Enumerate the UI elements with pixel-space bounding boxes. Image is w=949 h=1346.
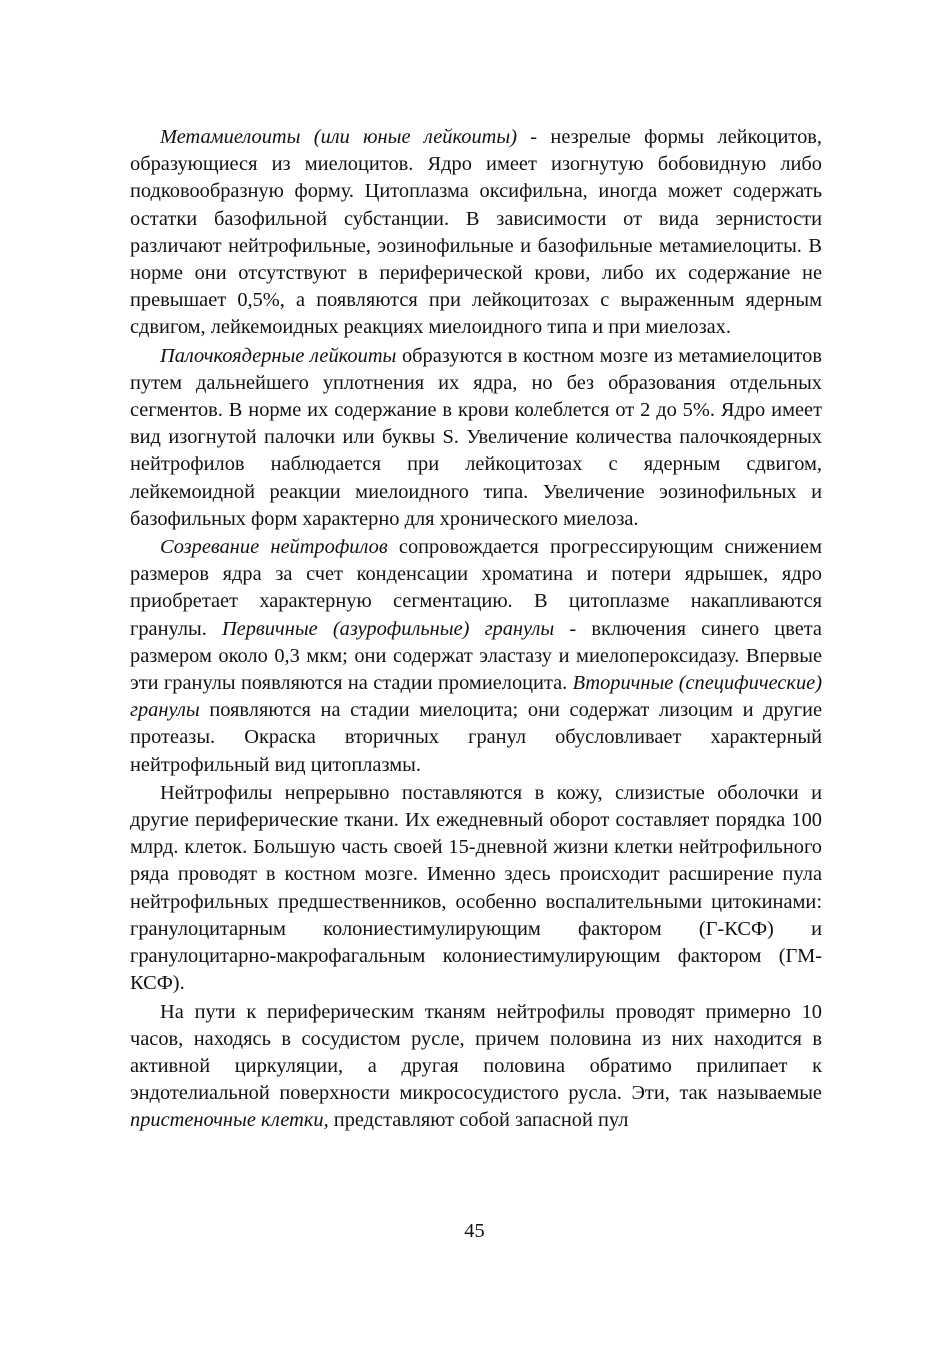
paragraph-text: - незрелые формы лейкоцитов, образующиеся из миелоцитов. Ядро имеет изогнутую бобовидную либо подковообразную форму. Цитоплазма оксифильна, иногда может содержать остатки базофильной субстанции. В зависимости от вида зернистости различают нейтрофильные, эозинофильные и базофильные метамиелоциты. В норме они отсутствуют в периферической крови, либо их содержание не превышает 0,5%, а появляются при лейкоцитозах с выраженным ядерным сдвигом, лейкемоидных реакциях миелоидного типа и при миелозах. bbox=[130, 126, 822, 339]
term-metamyelocytes: Метамиелоиты (или юные лейкоиты) bbox=[160, 126, 517, 148]
paragraph-neutrophil-maturation bbox=[130, 534, 822, 779]
paragraph-text: образуются в костном мозге из метамиелоцитов путем дальнейшего уплотнения их ядра, но без образования отдельных сегментов. В норме их содержание в крови колеблется от 2 до 5%. Ядро имеет вид изогнутой палочки или буквы S. Увеличение количества палочкоядерных нейтрофилов наблюдается при лейкоцитозах с ядерным сдвигом, лейкемоидной реакции миелоидного типа. Увеличение эозинофильных и базофильных форм характерно для хронического миелоза. bbox=[130, 344, 822, 530]
paragraph-text: сопровождается прогрессирующим снижением размеров ядра за счет конденсации хроматина и потери ядрышек, ядро приобретает характерную сегментацию. В цитоплазме накапливаются гранулы. bbox=[130, 536, 823, 640]
term-marginal-cells: пристеночные клетки, bbox=[130, 1109, 329, 1132]
term-band-leukocytes: Палочкоядерные лейкоиты bbox=[160, 344, 397, 367]
paragraph-text: появляются на стадии миелоцита; они содержат лизоцим и другие протеазы. Окраска вторичных гранул обусловливает характерный нейтрофильный вид цитоплазмы. bbox=[130, 699, 822, 776]
paragraph-text: Нейтрофилы непрерывно поставляются в кожу, слизистые оболочки и другие периферические ткани. Их ежедневный оборот составляет порядка 100 млрд. клеток. Большую часть своей 15-дневной жизни клетки нейтрофильного ряда проводят в костном мозге. Именно здесь происходит расширение пула нейтрофильных предшественников, особенно воспалительными цитокинами: гранулоцитарным колониестимулирующим фактором (Г-КСФ) и гранулоцитарно-макрофагальным колониестимулирующим фактором (ГМ-КСФ). bbox=[130, 781, 822, 995]
page-body bbox=[130, 124, 822, 1135]
paragraph-text: На пути к периферическим тканям нейтрофилы проводят примерно 10 часов, находясь в сосудистом русле, причем половина из них находится в активной циркуляции, а другая половина обратимо прилипает к эндотелиальной поверхности микрососудистого русла. Эти, так называемые bbox=[130, 1000, 822, 1105]
paragraph-text: - включения синего цвета размером около 0,3 мкм; они содержат эластазу и миелопероксидазу. Впервые эти гранулы появляются на стадии промиелоцита. bbox=[130, 617, 822, 695]
term-primary-granules: Первичные (азурофильные) гранулы bbox=[221, 617, 555, 640]
term-secondary-granules: Вторичные (специфические) гранулы bbox=[130, 672, 822, 722]
paragraph-peripheral-path bbox=[130, 999, 822, 1135]
paragraph-neutrophil-supply bbox=[130, 780, 822, 998]
paragraph-text: представляют собой запасной пул bbox=[328, 1109, 629, 1132]
paragraph-band-cells bbox=[130, 343, 822, 533]
page-number: 45 bbox=[464, 1220, 485, 1242]
term-neutrophil-maturation: Созревание нейтрофилов bbox=[160, 536, 388, 559]
paragraph-metamyelocytes bbox=[130, 124, 822, 342]
